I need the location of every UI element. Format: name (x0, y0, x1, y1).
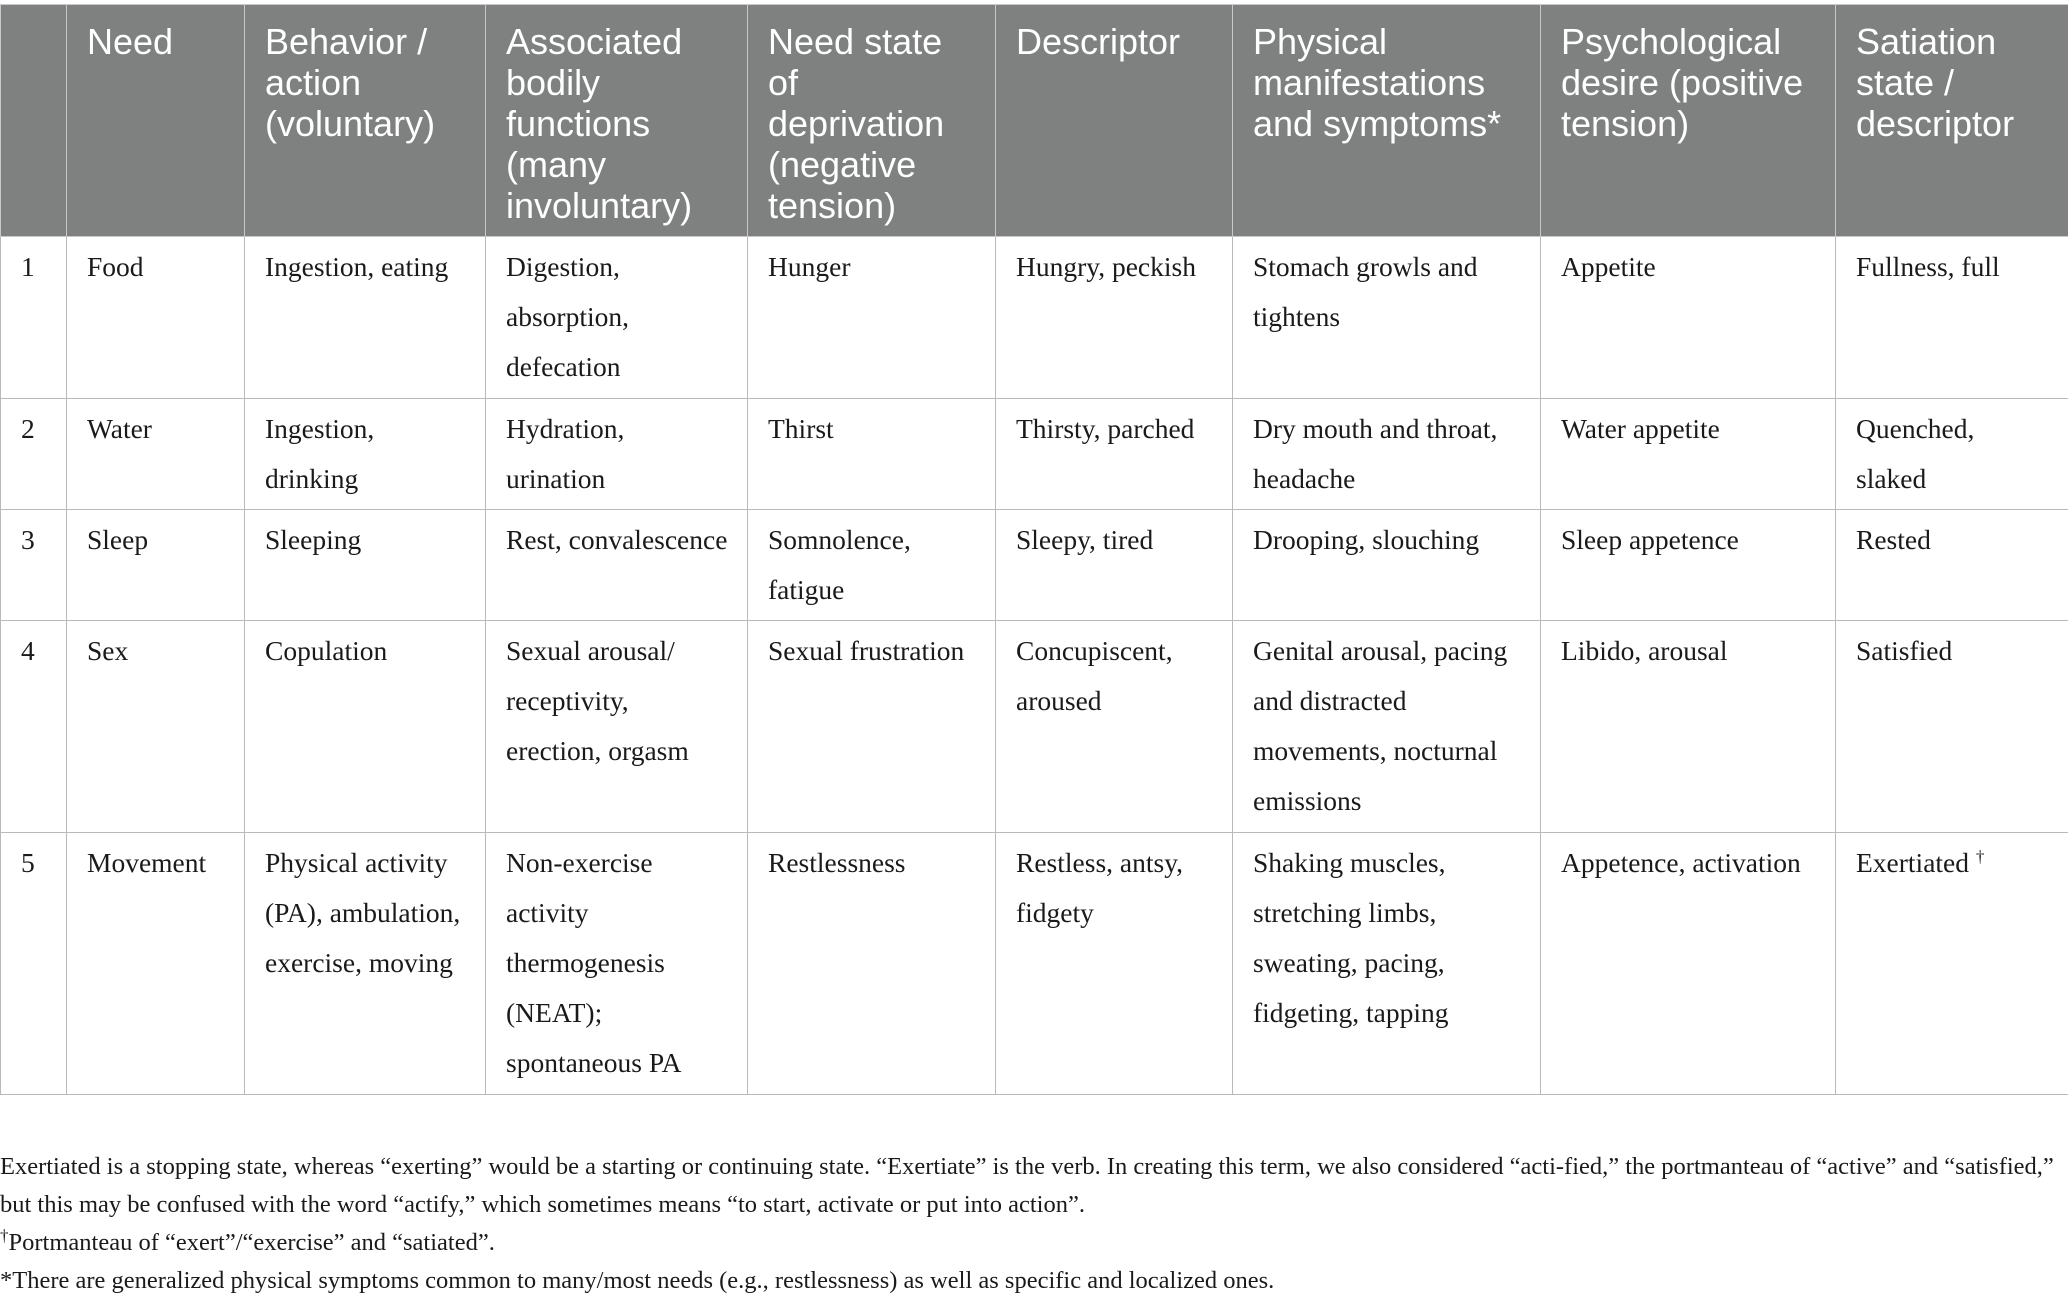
table-row (1, 621, 2068, 833)
header-cell-psychological-desire: Psychological desire (positive tension) (1541, 5, 1836, 237)
cell-behavior: Copulation (245, 621, 486, 833)
cell-need: Movement (67, 833, 245, 1095)
cell-need: Sleep (67, 510, 245, 621)
header-cell-need-state: Need state of deprivation (negative tension) (748, 5, 996, 237)
header-cell-physical-manifestations: Physical manifestations and symptoms* (1233, 5, 1541, 237)
cell-bodily-functions: Rest, convalescence (486, 510, 748, 621)
table-row (1, 510, 2068, 621)
cell-satiation-state (1836, 833, 2068, 1095)
cell-physical-manifestations: Stomach growls and tightens (1233, 237, 1541, 399)
cell-need-state: Sexual frustration (748, 621, 996, 833)
footnote-symptoms: *There are generalized physical symptoms common to many/most needs (e.g., restlessness) as well as specific and localized ones. (0, 1267, 1275, 1294)
cell-descriptor: Concupiscent, aroused (996, 621, 1233, 833)
cell-need-state: Thirst (748, 399, 996, 510)
dagger-footnote-mark: † (1975, 846, 1985, 866)
cell-psychological-desire: Appetite (1541, 237, 1836, 399)
table-footnotes (0, 1148, 2068, 1300)
footnote-portmanteau (0, 1224, 2068, 1262)
table-row (1, 399, 2068, 510)
cell-psychological-desire: Appetence, activation (1541, 833, 1836, 1095)
cell-psychological-desire: Water appetite (1541, 399, 1836, 510)
cell-bodily-functions: Digestion, absorption, defecation (486, 237, 748, 399)
cell-number: 3 (1, 510, 67, 621)
table-row (1, 237, 2068, 399)
cell-bodily-functions: Sexual arousal/ receptivity, erection, orgasm (486, 621, 748, 833)
cell-satiation-state: Rested (1836, 510, 2068, 621)
header-cell-behavior: Behavior / action (voluntary) (245, 5, 486, 237)
cell-physical-manifestations: Dry mouth and throat, headache (1233, 399, 1541, 510)
cell-behavior: Physical activity (PA), ambulation, exercise, moving (245, 833, 486, 1095)
cell-bodily-functions: Non-exercise activity thermogenesis (NEAT); spontaneous PA (486, 833, 748, 1095)
cell-behavior: Sleeping (245, 510, 486, 621)
cell-satiation-state: Quenched, slaked (1836, 399, 2068, 510)
cell-number: 4 (1, 621, 67, 833)
needs-table-container (0, 4, 2068, 1095)
cell-need: Water (67, 399, 245, 510)
cell-physical-manifestations: Drooping, slouching (1233, 510, 1541, 621)
cell-need: Sex (67, 621, 245, 833)
footnote-portmanteau-text: Portmanteau of “exert”/“exercise” and “satiated”. (8, 1229, 495, 1256)
cell-physical-manifestations: Genital arousal, pacing and distracted movements, nocturnal emissions (1233, 621, 1541, 833)
cell-number: 5 (1, 833, 67, 1095)
cell-need: Food (67, 237, 245, 399)
cell-descriptor: Sleepy, tired (996, 510, 1233, 621)
cell-number: 2 (1, 399, 67, 510)
header-cell-satiation-state: Satiation state / descriptor (1836, 5, 2068, 237)
cell-need-state: Hunger (748, 237, 996, 399)
cell-descriptor: Thirsty, parched (996, 399, 1233, 510)
header-cell-bodily-functions: Associated bodily functions (many involuntary) (486, 5, 748, 237)
satiation-text: Exertiated (1856, 847, 1969, 878)
header-cell-number (1, 5, 67, 237)
cell-bodily-functions: Hydration, urination (486, 399, 748, 510)
needs-table (0, 4, 2068, 1095)
cell-descriptor: Hungry, peckish (996, 237, 1233, 399)
header-cell-need: Need (67, 5, 245, 237)
cell-psychological-desire: Libido, arousal (1541, 621, 1836, 833)
cell-need-state: Somnolence, fatigue (748, 510, 996, 621)
footnote-exertiated: Exertiated is a stopping state, whereas “exerting” would be a starting or continuing state. “Exertiate” is the verb. In creating this term, we also considered “acti-fied,” the portmanteau of “active” and “satisfied,” but this may be confused with the word “actify,” which sometimes means “to start, activate or put into action”. (0, 1153, 2054, 1218)
dagger-mark: † (0, 1225, 9, 1245)
cell-psychological-desire: Sleep appetence (1541, 510, 1836, 621)
cell-behavior: Ingestion, eating (245, 237, 486, 399)
cell-descriptor: Restless, antsy, fidgety (996, 833, 1233, 1095)
cell-physical-manifestations: Shaking muscles, stretching limbs, sweating, pacing, fidgeting, tapping (1233, 833, 1541, 1095)
cell-satiation-state: Satisfied (1836, 621, 2068, 833)
cell-satiation-state: Fullness, full (1836, 237, 2068, 399)
cell-need-state: Restlessness (748, 833, 996, 1095)
table-header-row (1, 5, 2068, 237)
header-cell-descriptor: Descriptor (996, 5, 1233, 237)
table-row (1, 833, 2068, 1095)
cell-number: 1 (1, 237, 67, 399)
cell-behavior: Ingestion, drinking (245, 399, 486, 510)
